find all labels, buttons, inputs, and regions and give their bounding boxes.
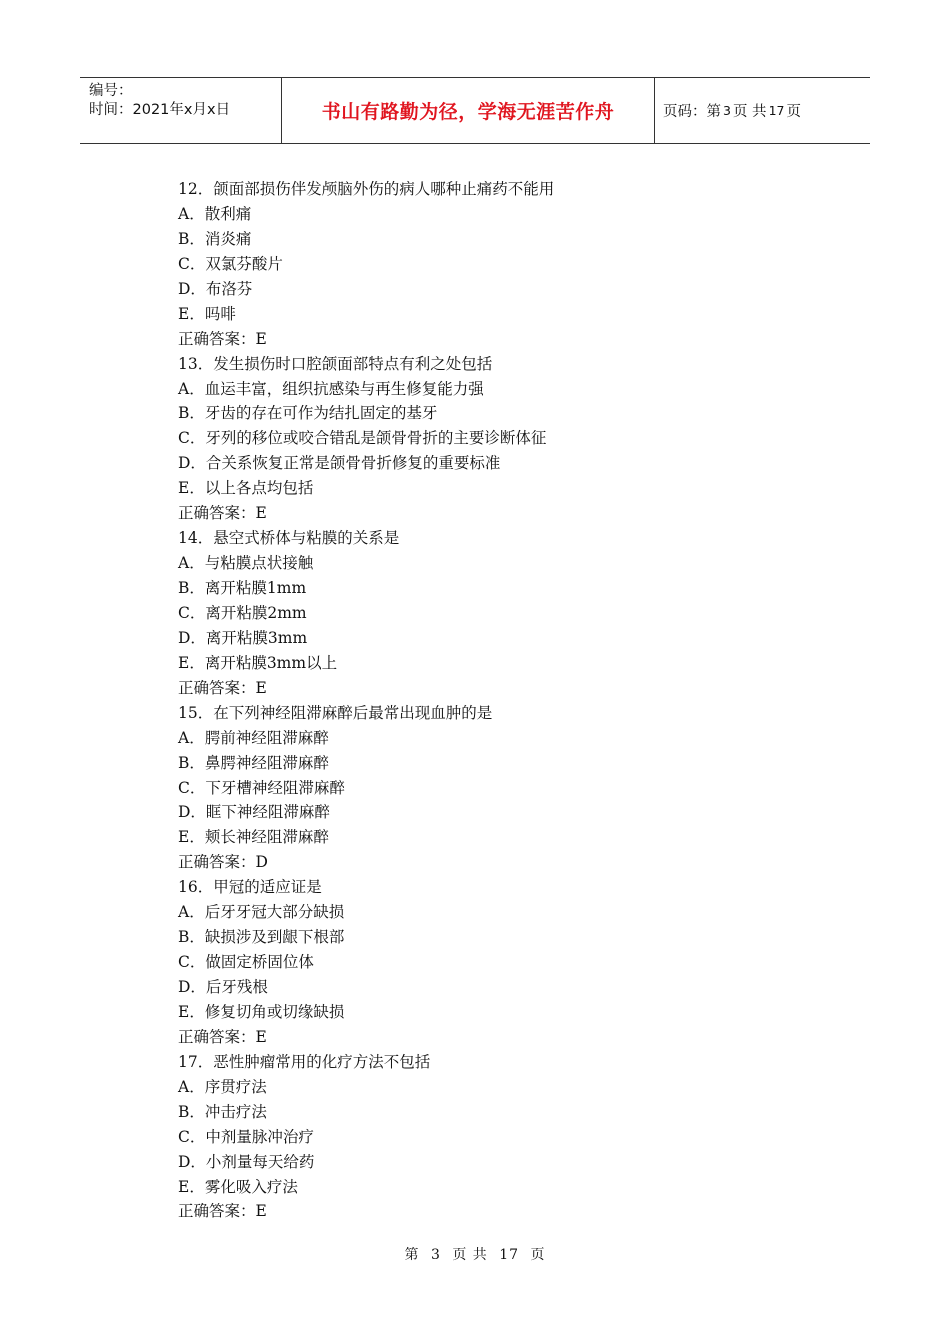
- page-footer: [0, 1244, 950, 1264]
- text-line: 正确答案：E: [178, 329, 267, 348]
- text-line: 17．恶性肿瘤常用的化疗方法不包括: [178, 1052, 431, 1071]
- text-line: A．序贯疗法: [178, 1077, 267, 1096]
- code-label: 编号：: [89, 83, 133, 99]
- text-line: 12．颌面部损伤伴发颅脑外伤的病人哪种止痛药不能用: [178, 180, 555, 198]
- text-line: B．鼻腭神经阻滞麻醉: [178, 753, 329, 772]
- page-total: 17: [768, 103, 785, 118]
- header-slogan: 书山有路勤为径，学海无涯苦作舟: [282, 78, 655, 143]
- page-suffix: 页: [786, 104, 801, 120]
- footer-total: 17: [499, 1247, 520, 1263]
- text-line: A．后牙牙冠大部分缺损: [178, 903, 345, 922]
- text-line: A．散利痛: [178, 204, 252, 223]
- time-label: 时间：2021年x月x日: [89, 102, 231, 118]
- question-list: [178, 177, 858, 1224]
- text-line: 14．悬空式桥体与粘膜的关系是: [178, 529, 400, 548]
- text-line: B．消炎痛: [178, 229, 252, 248]
- header-info-cell: [80, 78, 282, 143]
- header-page-info: [655, 78, 870, 143]
- text-line: E．离开粘膜3mm以上: [178, 653, 338, 672]
- text-line: 正确答案：E: [178, 678, 267, 697]
- text-line: D．眶下神经阻滞麻醉: [178, 803, 330, 822]
- text-line: C．离开粘膜2mm: [178, 603, 307, 622]
- text-line: A．与粘膜点状接触: [178, 554, 314, 573]
- page-prefix: 页码：第: [663, 104, 721, 120]
- footer-mid: 页 共: [452, 1247, 488, 1263]
- text-line: E．颊长神经阻滞麻醉: [178, 828, 329, 847]
- text-line: 13．发生损伤时口腔颌面部特点有利之处包括: [178, 354, 493, 373]
- text-line: A．腭前神经阻滞麻醉: [178, 728, 329, 747]
- footer-prefix: 第: [404, 1247, 420, 1263]
- text-line: D．布洛芬: [178, 279, 253, 298]
- text-line: C．下牙槽神经阻滞麻醉: [178, 778, 345, 797]
- text-line: 正确答案：E: [178, 504, 267, 523]
- text-line: C．牙列的移位或咬合错乱是颌骨骨折的主要诊断体征: [178, 429, 547, 448]
- text-line: 16．甲冠的适应证是: [178, 878, 322, 897]
- text-line: B．离开粘膜1mm: [178, 579, 307, 597]
- text-line: D．合关系恢复正常是颌骨骨折修复的重要标准: [178, 454, 501, 473]
- text-line: B．冲击疗法: [178, 1102, 267, 1121]
- text-line: 正确答案：E: [178, 1027, 267, 1046]
- text-line: 正确答案：E: [178, 1202, 267, 1221]
- text-line: A．血运丰富，组织抗感染与再生修复能力强: [178, 379, 484, 398]
- text-line: 正确答案：D: [178, 853, 268, 872]
- text-line: C．做固定桥固位体: [178, 953, 314, 972]
- footer-suffix: 页: [530, 1247, 546, 1263]
- page-current: 3: [723, 103, 731, 118]
- text-line: B．牙齿的存在可作为结扎固定的基牙: [178, 404, 438, 423]
- text-line: E．雾化吸入疗法: [178, 1177, 298, 1196]
- text-line: 15．在下列神经阻滞麻醉后最常出现血肿的是: [178, 703, 493, 722]
- text-line: B．缺损涉及到龈下根部: [178, 928, 345, 947]
- text-line: D．后牙残根: [178, 978, 268, 996]
- text-line: E．以上各点均包括: [178, 479, 314, 498]
- footer-current: 3: [430, 1247, 441, 1263]
- text-line: E．修复切角或切缘缺损: [178, 1002, 345, 1021]
- page-header: [80, 77, 870, 144]
- page-mid: 页 共: [732, 104, 767, 120]
- text-line: D．小剂量每天给药: [178, 1152, 315, 1171]
- text-line: C．双氯芬酸片: [178, 254, 283, 273]
- text-line: C．中剂量脉冲治疗: [178, 1127, 314, 1146]
- text-line: E．吗啡: [178, 304, 236, 323]
- text-line: D．离开粘膜3mm: [178, 628, 308, 647]
